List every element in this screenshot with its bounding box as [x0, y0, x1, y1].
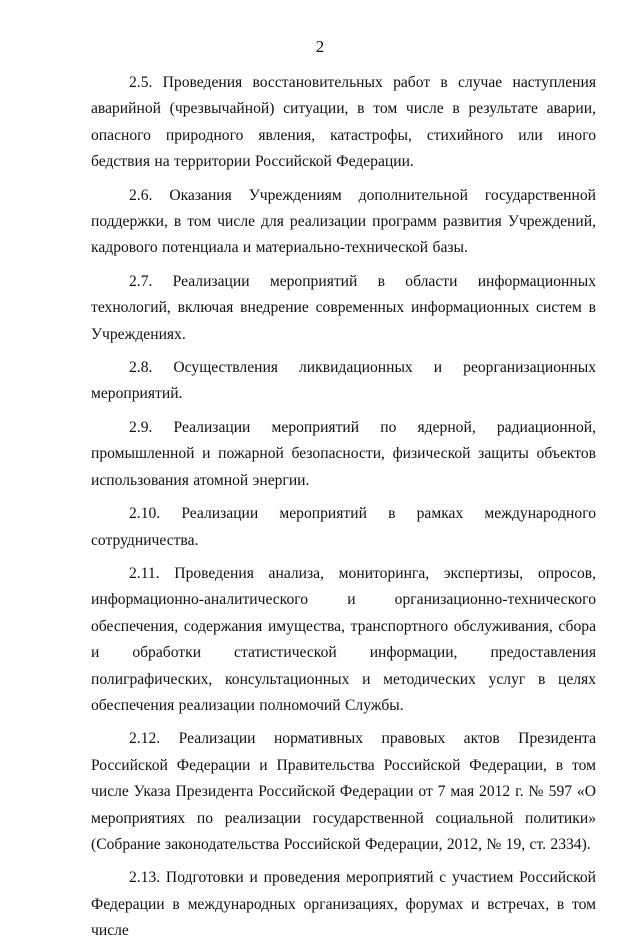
paragraph-2-9: 2.9. Реализации мероприятий по ядерной, радиационной, промышленной и пожарной безопасности, физической защиты объектов использования атомной энергии. [91, 418, 596, 489]
page-number: 2 [315, 37, 325, 56]
paragraph-2-12: 2.12. Реализации нормативных правовых актов Президента Российской Федерации и Правительства Российской Федерации, в том числе Указа Президента Российской Федерации от 7 мая 2012 г. № 597 «О мероприятиях по реализации государственной социальной политики» (Собрание законодательства Российской Федерации, 2012, № 19, ст. 2334). [91, 730, 596, 853]
document-body [91, 70, 596, 952]
paragraph-2-11: 2.11. Проведения анализа, мониторинга, экспертизы, опросов, информационно-аналитического и организационно-технического обеспечения, содержания имущества, транспортного обслуживания, сбора и обработки статистической информации, предоставления полиграфических, консультационных и методических услуг в целях обеспечения реализации полномочий Службы. [91, 564, 596, 714]
paragraph-2-10: 2.10. Реализации мероприятий в рамках международного сотрудничества. [91, 505, 596, 549]
paragraph-2-6: 2.6. Оказания Учреждениям дополнительной государственной поддержки, в том числе для реализации программ развития Учреждений, кадрового потенциала и материально-технической базы. [91, 186, 596, 257]
paragraph-2-8: 2.8. Осуществления ликвидационных и реорганизационных мероприятий. [91, 359, 596, 403]
paragraph-2-5: 2.5. Проведения восстановительных работ в случае наступления аварийной (чрезвычайной) ситуации, в том числе в результате аварии, опасного природного явления, катастрофы, стихийного или иного бедствия на территории Российской Федерации. [91, 74, 596, 171]
paragraph-2-7: 2.7. Реализации мероприятий в области информационных технологий, включая внедрение современных информационных систем в Учреждениях. [91, 272, 596, 343]
paragraph-2-13: 2.13. Подготовки и проведения мероприятий с участием Российской Федерации в международных организациях, форумах и встречах, в том числе [91, 869, 596, 940]
